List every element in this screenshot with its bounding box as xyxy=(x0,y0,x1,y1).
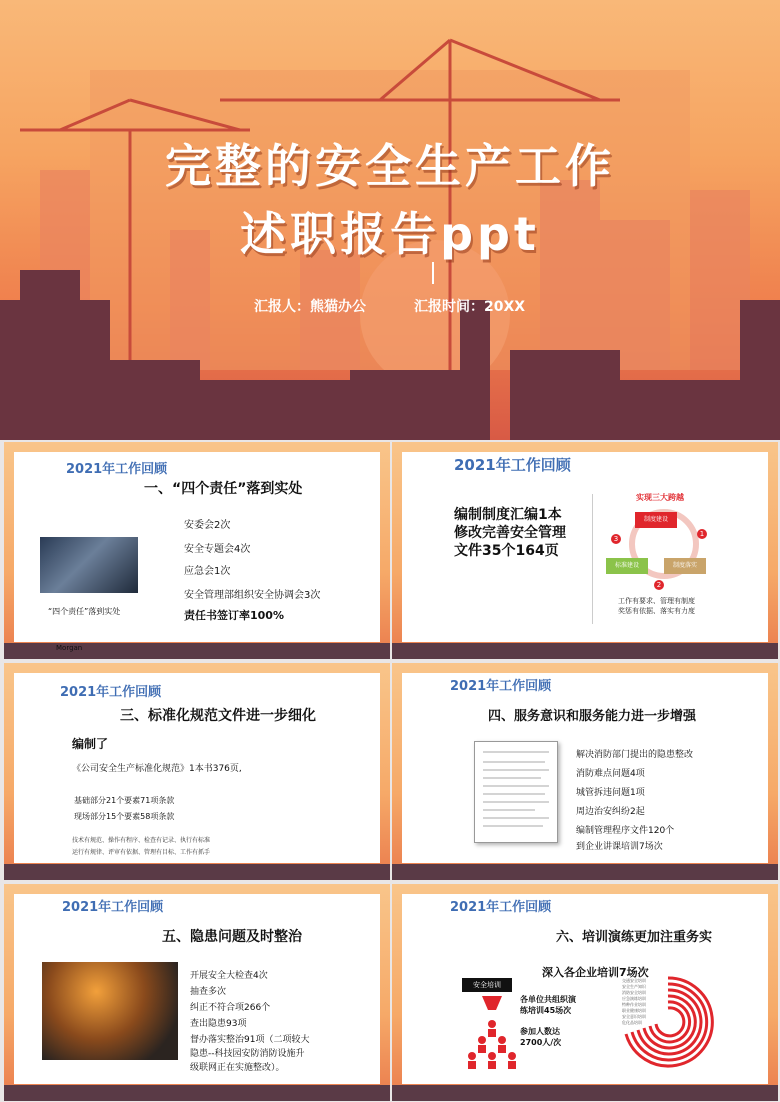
cycle-box-2: 标准建设 xyxy=(606,558,648,574)
slide-heading: 2021年工作回顾 xyxy=(60,685,162,700)
standard-book: 《公司安全生产标准化规范》1本书376页, xyxy=(72,764,242,774)
item-1: 安委会2次 xyxy=(184,520,231,531)
item-6: 到企业讲课培训7场次 xyxy=(576,842,663,852)
field-part: 现场部分15个要素58项条款 xyxy=(74,812,175,821)
participant-stat: 参加人数达 2700人/次 xyxy=(520,1027,562,1047)
training-board: 安全培训 xyxy=(462,978,512,992)
reporter-label: 汇报人：熊猫办公 xyxy=(254,299,366,315)
divider xyxy=(592,494,593,624)
slide-subtitle: 四、服务意识和服务能力进一步增强 xyxy=(488,709,697,724)
cycle-num-1: 1 xyxy=(697,529,707,539)
slide-subtitle: 五、隐患问题及时整治 xyxy=(162,929,302,945)
item-7: 级联网正在实施整改）。 xyxy=(190,1063,285,1073)
item-3: 应急会1次 xyxy=(184,566,231,577)
people-icon xyxy=(462,994,522,1074)
workers-photo xyxy=(40,537,138,593)
cycle-box-3: 制度落实 xyxy=(664,558,706,574)
photo-credit: Morgan xyxy=(56,644,83,652)
item-4: 安全管理部组织安全协调会3次 xyxy=(184,590,321,601)
title-slide xyxy=(0,0,780,440)
slide-training xyxy=(392,884,778,1101)
item-4: 周边治安纠纷2起 xyxy=(576,807,645,817)
slide-heading: 2021年工作回顾 xyxy=(454,456,571,474)
basic-part: 基础部分21个要素71项条款 xyxy=(74,796,175,805)
document-thumbnail xyxy=(474,741,558,843)
item-3: 纠正不符合项266个 xyxy=(190,1003,271,1013)
slide-heading: 2021年工作回顾 xyxy=(450,679,552,694)
drill-stat: 各单位共组织演 练培训45场次 xyxy=(520,995,576,1015)
chart-legend: 交通安全培训 安全生产知识 消防安全培训 应急演练培训 特种作业培训 职业健康培训 安全意识培训 危化品培训 xyxy=(622,978,646,1025)
title-line-2: 述职报告ppt xyxy=(240,207,540,261)
slide-service xyxy=(392,663,778,880)
item-5: 责任书签订率100% xyxy=(184,609,284,622)
cycle-num-3: 3 xyxy=(611,534,621,544)
item-1: 开展安全大检查4次 xyxy=(190,971,268,981)
slide-institution xyxy=(392,442,778,659)
item-2: 安全专题会4次 xyxy=(184,544,251,555)
institution-text: 编制制度汇编1本 修改完善安全管理 文件35个164页 xyxy=(454,507,566,559)
slide-heading: 2021年工作回顾 xyxy=(450,900,552,915)
cycle-title: 实现三大跨越 xyxy=(636,493,684,502)
training-count: 深入各企业培训7场次 xyxy=(542,966,649,979)
item-6: 隐患--科技园安防消防设施升 xyxy=(190,1049,305,1059)
cycle-box-1: 制度建设 xyxy=(635,512,677,528)
worker-photo xyxy=(42,962,178,1060)
compiled-label: 编制了 xyxy=(72,737,109,751)
item-3: 城管拆违问题1项 xyxy=(576,788,645,798)
cycle-footer: 工作有要求、管理有制度 奖惩有依据、落实有力度 xyxy=(618,597,695,615)
slide-responsibility xyxy=(4,442,390,659)
item-5: 编制管理程序文件120个 xyxy=(576,826,675,836)
item-2: 消防难点问题4项 xyxy=(576,769,645,779)
slide-heading: 2021年工作回顾 xyxy=(66,462,168,477)
slide-hazards xyxy=(4,884,390,1101)
item-4: 查出隐患93项 xyxy=(190,1019,247,1029)
item-5: 督办落实整治91项（二项较大 xyxy=(190,1035,310,1045)
slide-standardization xyxy=(4,663,390,880)
item-2: 抽查多次 xyxy=(190,987,227,997)
title-line-1: 完整的安全生产工作 xyxy=(165,139,615,193)
footnote-2: 运行有规律、评审有依据、管理有目标、工作有抓手 xyxy=(72,849,211,856)
title-divider xyxy=(432,262,434,284)
report-time-label: 汇报时间：20XX xyxy=(414,299,526,315)
photo-caption: “四个责任”落到实处 xyxy=(48,607,121,616)
slide-subtitle: 一、“四个责任”落到实处 xyxy=(144,481,303,497)
footnote-1: 技术有规范、操作有程序、检查有记录、执行有标准 xyxy=(72,837,211,844)
item-1: 解决消防部门提出的隐患整改 xyxy=(576,750,694,760)
cycle-num-2: 2 xyxy=(654,580,664,590)
slide-subtitle: 六、培训演练更加注重务实 xyxy=(556,930,713,945)
slide-heading: 2021年工作回顾 xyxy=(62,900,164,915)
slide-subtitle: 三、标准化规范文件进一步细化 xyxy=(120,708,316,724)
